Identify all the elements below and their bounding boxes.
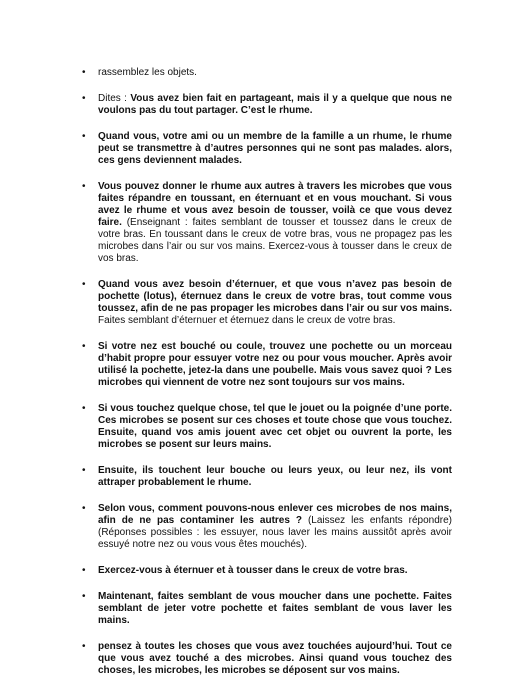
- list-item: [82, 641, 452, 677]
- body-text: (Laissez les enfants répondre) (Réponses possibles : les essuyer, nous laver les mains aussitôt après avoir essuyé notre nez ou vous vous êtes mouchés).: [98, 515, 452, 550]
- body-text: Dites :: [98, 93, 131, 104]
- bullet-icon: •: [82, 279, 86, 290]
- bullet-icon: •: [82, 67, 86, 78]
- bold-text: Ensuite, ils touchent leur bouche ou leurs yeux, ou leur nez, ils vont attraper probablement le rhume.: [98, 465, 452, 488]
- bold-text: Exercez-vous à éternuer et à tousser dans le creux de votre bras.: [98, 565, 408, 576]
- bold-text: Vous pouvez donner le rhume aux autres à travers les microbes que vous faites répandre en toussant, en éternuant et en vous mouchant. Si vous avez le rhume et vous avez besoin de tousser, voilà ce que vous devez faire.: [98, 181, 452, 228]
- list-item: [82, 591, 452, 627]
- body-text: rassemblez les objets.: [98, 67, 197, 78]
- bullet-list: [82, 67, 452, 691]
- bold-text: Vous avez bien fait en partageant, mais il y a quelque que nous ne voulons pas du tout partager. C’est le rhume.: [98, 93, 453, 116]
- list-item: [82, 503, 452, 551]
- list-item: [82, 341, 452, 389]
- bullet-icon: •: [82, 403, 86, 414]
- bullet-icon: •: [82, 131, 86, 142]
- bold-text: pensez à toutes les choses que vous avez touchées aujourd’hui. Tout ce que vous avez touché a des microbes. Ainsi quand vous touchez des choses, les microbes, les microbes se déposent sur vos mains.: [98, 641, 452, 676]
- list-item: [82, 181, 452, 265]
- bold-text: Quand vous avez besoin d’éternuer, et que vous n’avez pas besoin de pochette (lotus), éternuez dans le creux de votre bras, tout comme vous toussez, afin de ne pas propager les microbes dans l’air ou sur vos mains.: [98, 279, 452, 314]
- list-item: [82, 67, 452, 79]
- bullet-icon: •: [82, 465, 86, 476]
- bold-text: Si votre nez est bouché ou coule, trouvez une pochette ou un morceau d’habit propre pour essuyer votre nez ou pour vous moucher. Après avoir utilisé la pochette, jetez-la dans une poubelle. Mais vous savez quoi ? Les microbes qui viennent de votre nez sont toujours sur vos mains.: [98, 341, 452, 388]
- bold-text: Selon vous, comment pouvons-nous enlever ces microbes de nos mains, afin de ne pas contaminer les autres ?: [98, 503, 452, 526]
- list-item: [82, 403, 452, 451]
- list-item: [82, 131, 452, 167]
- bold-text: Maintenant, faites semblant de vous moucher dans une pochette. Faites semblant de jeter votre pochette et faites semblant de vous laver les mains.: [98, 591, 452, 626]
- bold-text: Si vous touchez quelque chose, tel que le jouet ou la poignée d’une porte. Ces microbes se posent sur ces choses et toute chose que vous touchez. Ensuite, quand vos amis jouent avec cet objet ou ouvrent la porte, les microbes se posent sur leurs mains.: [98, 403, 452, 450]
- bullet-icon: •: [82, 565, 86, 576]
- list-item: [82, 465, 452, 489]
- list-item: [82, 279, 452, 327]
- body-text: Faites semblant d’éternuer et éternuez dans le creux de votre bras.: [98, 315, 396, 326]
- list-item: [82, 565, 452, 577]
- bullet-icon: •: [82, 181, 86, 192]
- list-item: [82, 93, 452, 117]
- bold-text: Quand vous, votre ami ou un membre de la famille a un rhume, le rhume peut se transmettre à d’autres personnes qui ne sont pas malades. alors, ces gens deviennent malades.: [98, 131, 452, 166]
- bullet-icon: •: [82, 591, 86, 602]
- bullet-icon: •: [82, 93, 86, 104]
- body-text: (Enseignant : faites semblant de tousser et toussez dans le creux de votre bras. En toussant dans le creux de votre bras, vous ne propagez pas les microbes dans l’air ou sur vos mains. Exercez-vous à tousser dans le creux de vos bras.: [98, 217, 452, 264]
- bullet-icon: •: [82, 503, 86, 514]
- bullet-icon: •: [82, 641, 86, 652]
- bullet-icon: •: [82, 341, 86, 352]
